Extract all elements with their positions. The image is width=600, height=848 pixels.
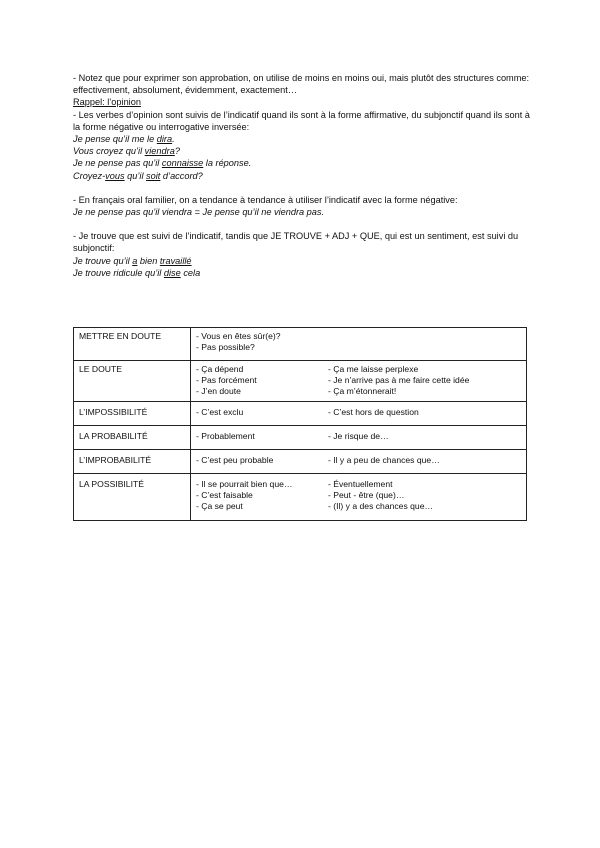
expression-cell <box>191 328 324 361</box>
category-cell: METTRE EN DOUTE <box>74 328 191 361</box>
rappel-heading: Rappel: l’opinion <box>73 97 141 108</box>
expression-item: - J’en doute <box>196 386 241 397</box>
category-cell: LE DOUTE <box>74 361 191 402</box>
expression-item: - Ça m’étonnerait! <box>328 386 397 397</box>
expression-item: - Ça dépend <box>196 364 244 374</box>
expressions-table <box>73 327 527 521</box>
expression-item: - Je n’arrive pas à me faire cette idée <box>328 375 470 386</box>
expression-item: - Éventuellement <box>328 479 393 489</box>
expression-cell <box>323 474 527 521</box>
expression-cell <box>323 450 527 474</box>
approbation-note: - Notez que pour exprimer son approbation, on utilise de moins en moins oui, mais plutôt des structures comme: effectivement, absolument, évidemment, exactement… <box>73 73 530 96</box>
notes-section <box>73 72 533 279</box>
expression-cell <box>191 402 324 426</box>
table-row <box>74 450 527 474</box>
expression-item: - Pas forcément <box>196 375 257 386</box>
example-connaisse: Je ne pense pas qu’il connaisse la réponse. <box>73 158 252 169</box>
expression-cell <box>191 474 324 521</box>
expression-item: - C’est faisable <box>196 490 253 501</box>
expression-cell <box>191 361 324 402</box>
example-travaille: Je trouve qu’il a bien travaillé <box>73 255 192 266</box>
table-row <box>74 361 527 402</box>
expression-item: - Ça me laisse perplexe <box>328 364 419 374</box>
expression-item: - Je risque de… <box>328 431 389 441</box>
expression-cell <box>323 328 527 361</box>
expression-item: - Probablement <box>196 431 255 441</box>
expression-cell <box>191 426 324 450</box>
table-row <box>74 328 527 361</box>
expression-item: - Vous en êtes sûr(e)? <box>196 331 281 341</box>
expression-cell <box>323 361 527 402</box>
expression-item: - Il se pourrait bien que… <box>196 479 293 489</box>
expression-item: - Pas possible? <box>196 342 255 353</box>
example-dira: Je pense qu’il me le dira. <box>73 134 175 145</box>
example-soit: Croyez-vous qu’il soit d’accord? <box>73 170 203 181</box>
expression-cell <box>191 450 324 474</box>
table-row <box>74 474 527 521</box>
expression-item: - Ça se peut <box>196 501 243 512</box>
expression-item: - (Il) y a des chances que… <box>328 501 434 512</box>
category-cell: L’IMPROBABILITÉ <box>74 450 191 474</box>
oral-note: - En français oral familier, on a tendance à tendance à utiliser l’indicatif avec la forme négative: <box>73 194 458 205</box>
table-row <box>74 402 527 426</box>
expression-cell <box>323 402 527 426</box>
expressions-table-body <box>74 328 527 521</box>
expression-item: - C’est exclu <box>196 407 244 417</box>
example-dise: Je trouve ridicule qu’il dise cela <box>73 267 201 278</box>
category-cell: L’IMPOSSIBILITÉ <box>74 402 191 426</box>
oral-example: Je ne pense pas qu’il viendra = Je pense qu’il ne viendra pas. <box>73 207 325 218</box>
table-row <box>74 426 527 450</box>
category-cell: LA POSSIBILITÉ <box>74 474 191 521</box>
expression-item: - C’est hors de question <box>328 407 419 417</box>
opinion-rule: - Les verbes d’opinion sont suivis de l’indicatif quand ils sont à la forme affirmative, du subjonctif quand ils sont à la forme négative ou interrogative inversée: <box>73 109 530 132</box>
category-cell: LA PROBABILITÉ <box>74 426 191 450</box>
expression-item: - C’est peu probable <box>196 455 274 465</box>
expression-item: - Peut - être (que)… <box>328 490 405 501</box>
expression-cell <box>323 426 527 450</box>
expression-item: - Il y a peu de chances que… <box>328 455 440 465</box>
example-viendra: Vous croyez qu’il viendra? <box>73 146 180 157</box>
je-trouve-rule: - Je trouve que est suivi de l’indicatif, tandis que JE TROUVE + ADJ + QUE, qui est un sentiment, est suivi du subjonctif: <box>73 231 519 254</box>
